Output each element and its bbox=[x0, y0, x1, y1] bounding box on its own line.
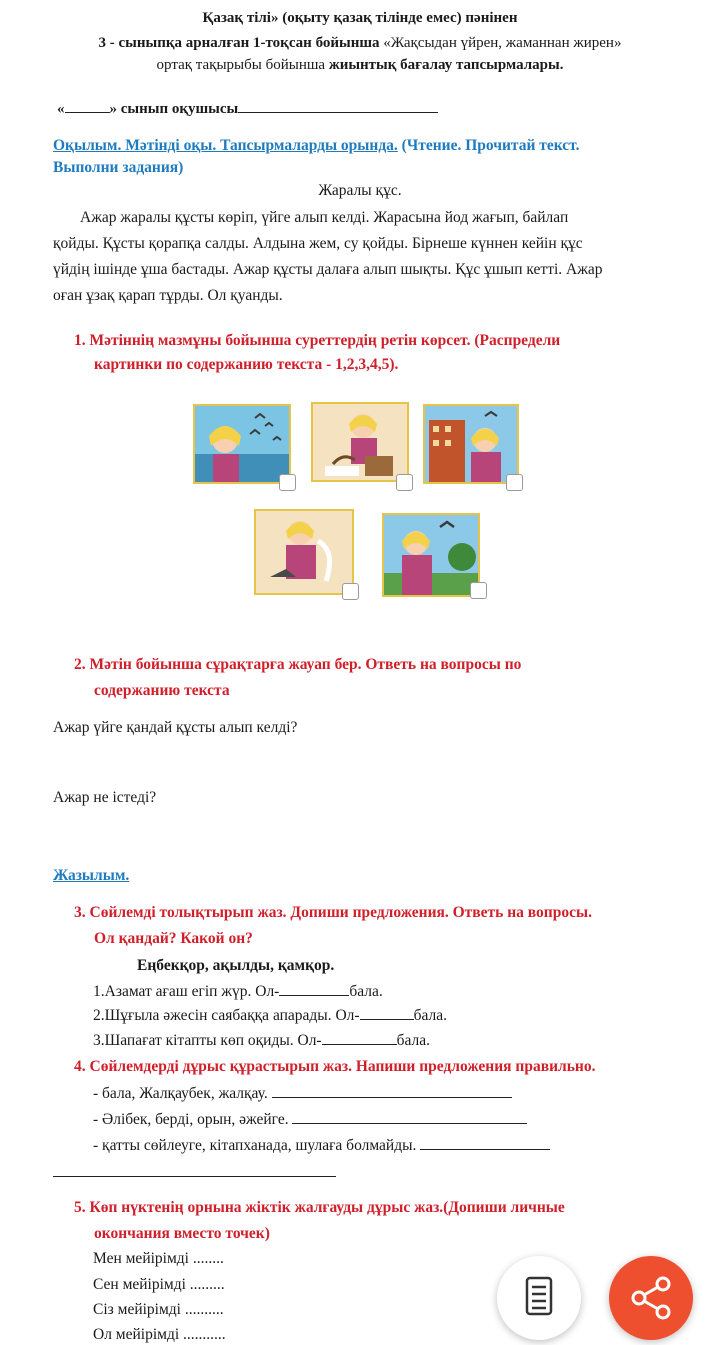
header-line-3-plain: ортақ тақырыбы бойынша bbox=[156, 57, 329, 73]
answer-line[interactable] bbox=[53, 1176, 336, 1177]
sentence-1 bbox=[93, 983, 383, 1001]
task-3-line-1: 3. Сөйлемді толықтырып жаз. Допиши предложения. Ответь на вопросы. bbox=[74, 904, 592, 921]
reading-instruction bbox=[53, 137, 683, 155]
text-line-3: үйдің ішінде ұша бастады. Ажар құсты далаға алып шықты. Құс ұшып кетті. Ажар bbox=[53, 261, 603, 278]
sentence-2-blank[interactable] bbox=[360, 1007, 414, 1020]
share-button[interactable] bbox=[609, 1256, 693, 1340]
document-view-button[interactable] bbox=[497, 1256, 581, 1340]
document-list-icon bbox=[497, 1256, 581, 1340]
task-1-line-1: 1. Мәтіннің мазмұны бойынша суреттердің ретін көрсет. (Распредели bbox=[74, 332, 561, 349]
sentence-2-end: бала. bbox=[413, 1007, 447, 1024]
task-3-line-2: Ол қандай? Какой он? bbox=[94, 930, 253, 947]
picture-4-order-box[interactable] bbox=[342, 583, 359, 600]
picture-5-order-box[interactable] bbox=[470, 582, 487, 599]
class-label: » сынып оқушысы bbox=[109, 101, 239, 117]
sentence-3-end: бала. bbox=[396, 1032, 431, 1049]
task-4-line-1: 4. Сөйлемдерді дұрыс құрастырып жаз. Напиши предложения правильно. bbox=[74, 1058, 596, 1075]
scrambled-2-text: - Әлібек, берді, орын, әжейге. bbox=[93, 1111, 289, 1128]
header-line-2-rest: «Жақсыдан үйрен, жаманнан жирен» bbox=[379, 35, 622, 51]
girl-window-bird-picture bbox=[423, 404, 519, 484]
task-5-line-1: 5. Көп нүктенің орнына жіктік жалғауды дұрыс жаз.(Допиши личные bbox=[74, 1199, 565, 1216]
sentence-1-start: 1.Азамат ағаш егіп жүр. Ол- bbox=[93, 983, 280, 1000]
header-line-3-bold: жиынтық бағалау тапсырмалары. bbox=[328, 57, 564, 73]
sentence-3-start: 3.Шапағат кітапты көп оқиды. Ол- bbox=[93, 1032, 322, 1049]
text-line-1: Ажар жаралы құсты көріп, үйге алып келді. Жарасына йод жағып, байлап bbox=[80, 209, 569, 226]
sentence-3 bbox=[93, 1032, 430, 1050]
question-2: Ажар не істеді? bbox=[53, 789, 157, 806]
sentence-2-start: 2.Шұғыла әжесін саябаққа апарады. Ол- bbox=[93, 1007, 360, 1024]
scrambled-3-blank[interactable] bbox=[420, 1137, 550, 1150]
girl-release-icon bbox=[384, 515, 478, 595]
scrambled-2 bbox=[93, 1111, 527, 1129]
picture-3-order-box[interactable] bbox=[506, 474, 523, 491]
form-1: Мен мейірімді ........ bbox=[93, 1250, 224, 1267]
sentence-2 bbox=[93, 1007, 447, 1025]
scrambled-2-blank[interactable] bbox=[292, 1111, 527, 1124]
text-line-2: қойды. Құсты қорапқа салды. Алдына жем, су қойды. Бірнеше күннен кейін құс bbox=[53, 235, 583, 252]
header-line-3 bbox=[0, 57, 720, 74]
girl-releasing-bird-picture bbox=[382, 513, 480, 597]
girl-box-icon bbox=[313, 404, 407, 480]
task-2-line-2: содержанию текста bbox=[94, 682, 230, 699]
sentence-1-blank[interactable] bbox=[279, 983, 349, 996]
girl-bandage-icon bbox=[256, 511, 352, 593]
sentence-3-blank[interactable] bbox=[322, 1032, 397, 1045]
girl-watching-birds-picture bbox=[193, 404, 291, 484]
header-line-2 bbox=[0, 35, 720, 52]
picture-1-order-box[interactable] bbox=[279, 474, 296, 491]
scrambled-1-text: - бала, Жалқаубек, жалқау. bbox=[93, 1085, 268, 1102]
task-2-line-1: 2. Мәтін бойынша сұрақтарға жауап бер. Ответь на вопросы по bbox=[74, 656, 522, 673]
task-1-line-2: картинки по содержанию текста - 1,2,3,4,5). bbox=[94, 356, 399, 373]
share-icon bbox=[609, 1256, 693, 1340]
student-name-blank[interactable] bbox=[238, 100, 438, 113]
girl-window-icon bbox=[425, 406, 517, 482]
scrambled-1-blank[interactable] bbox=[272, 1085, 512, 1098]
girl-bandaging-bird-picture bbox=[254, 509, 354, 595]
picture-2-order-box[interactable] bbox=[396, 474, 413, 491]
sentence-1-end: бала. bbox=[349, 983, 383, 1000]
class-prefix: « bbox=[57, 101, 65, 117]
girl-birds-icon bbox=[195, 406, 289, 482]
text-title: Жаралы құс. bbox=[318, 182, 402, 199]
form-2: Сен мейірімді ......... bbox=[93, 1276, 225, 1293]
task-5-line-2: окончания вместо точек) bbox=[94, 1225, 270, 1242]
reading-instruction-ru-2: Выполни задания) bbox=[53, 159, 184, 176]
reading-instruction-kk: Оқылым. Мәтінді оқы. Тапсырмаларды орында. bbox=[53, 137, 398, 154]
form-3: Сіз мейірімді .......... bbox=[93, 1301, 224, 1318]
text-line-4: оған ұзақ қарап тұрды. Ол қуанды. bbox=[53, 287, 283, 304]
class-blank[interactable] bbox=[65, 100, 110, 113]
question-1: Ажар үйге қандай құсты алып келді? bbox=[53, 719, 298, 736]
scrambled-3-text: - қатты сөйлеуге, кітапханада, шулаға болмайды. bbox=[93, 1137, 417, 1154]
reading-instruction-ru: (Чтение. Прочитай текст. bbox=[397, 137, 580, 154]
writing-heading: Жазылым. bbox=[53, 867, 130, 884]
scrambled-3 bbox=[93, 1137, 550, 1155]
scrambled-1 bbox=[93, 1085, 512, 1103]
header-line-1: Қазақ тілі» (оқыту қазақ тілінде емес) пәнінен bbox=[202, 10, 518, 26]
form-4: Ол мейірімді ........... bbox=[93, 1326, 226, 1343]
girl-with-box-picture bbox=[311, 402, 409, 482]
header-line-2-bold: 3 - сыныпқа арналған 1-тоқсан бойынша bbox=[98, 35, 380, 51]
word-bank: Еңбекқор, ақылды, қамқор. bbox=[137, 957, 335, 974]
class-student-line bbox=[57, 100, 438, 118]
